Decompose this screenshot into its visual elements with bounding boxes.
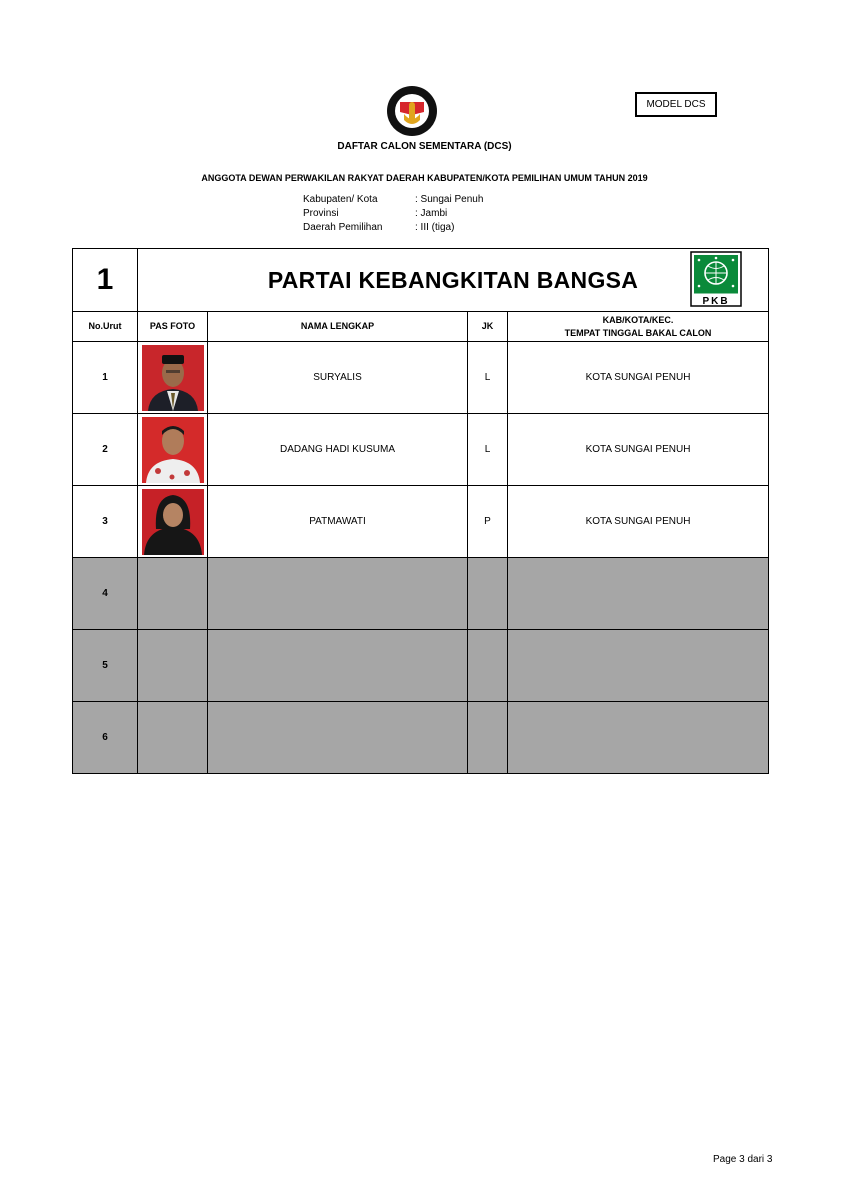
candidate-residence: KOTA SUNGAI PENUH bbox=[508, 342, 769, 414]
kpu-emblem-icon bbox=[386, 84, 438, 138]
candidate-gender bbox=[468, 630, 508, 702]
candidate-number: 3 bbox=[73, 486, 138, 558]
info-row-provinsi bbox=[303, 207, 483, 221]
region-info bbox=[303, 193, 483, 235]
candidate-gender: P bbox=[468, 486, 508, 558]
candidate-photo-cell bbox=[138, 486, 208, 558]
candidate-photo-icon bbox=[142, 345, 204, 411]
party-name: PARTAI KEBANGKITAN BANGSA bbox=[267, 266, 639, 293]
col-header-name: NAMA LENGKAP bbox=[208, 312, 468, 342]
candidate-residence: KOTA SUNGAI PENUH bbox=[508, 414, 769, 486]
candidate-photo-cell bbox=[138, 630, 208, 702]
info-row-dapil bbox=[303, 221, 483, 235]
candidate-photo-cell bbox=[138, 414, 208, 486]
info-value: : III (tiga) bbox=[415, 222, 455, 233]
info-value: : Jambi bbox=[415, 208, 448, 219]
candidate-residence bbox=[508, 702, 769, 774]
page-number: Page 3 dari 3 bbox=[713, 1154, 773, 1165]
col-header-no: No.Urut bbox=[73, 312, 138, 342]
table-row bbox=[73, 630, 769, 702]
candidate-photo-cell bbox=[138, 342, 208, 414]
candidate-gender: L bbox=[468, 342, 508, 414]
candidate-gender bbox=[468, 558, 508, 630]
candidate-residence bbox=[508, 558, 769, 630]
table-row bbox=[73, 414, 769, 486]
candidate-table bbox=[72, 248, 769, 774]
col-header-gender: JK bbox=[468, 312, 508, 342]
info-label: Kabupaten/ Kota bbox=[303, 194, 378, 205]
candidate-number: 6 bbox=[73, 702, 138, 774]
col-header-photo: PAS FOTO bbox=[138, 312, 208, 342]
info-label: Provinsi bbox=[303, 208, 339, 219]
candidate-gender: L bbox=[468, 414, 508, 486]
candidate-name bbox=[208, 630, 468, 702]
table-row bbox=[73, 342, 769, 414]
candidate-number: 5 bbox=[73, 630, 138, 702]
candidate-name bbox=[208, 702, 468, 774]
document-title: DAFTAR CALON SEMENTARA (DCS) bbox=[337, 141, 512, 152]
candidate-name: PATMAWATI bbox=[208, 486, 468, 558]
col-header-residence-line1: KAB/KOTA/KEC. bbox=[602, 314, 674, 325]
candidate-name: DADANG HADI KUSUMA bbox=[208, 414, 468, 486]
info-label: Daerah Pemilihan bbox=[303, 222, 383, 233]
table-row bbox=[73, 702, 769, 774]
candidate-photo-icon bbox=[142, 417, 204, 483]
info-value: : Sungai Penuh bbox=[415, 194, 484, 205]
col-header-residence-line2: TEMPAT TINGGAL BAKAL CALON bbox=[564, 327, 712, 338]
pkb-logo-icon bbox=[690, 251, 742, 307]
model-label: MODEL DCS bbox=[635, 92, 717, 117]
candidate-name bbox=[208, 558, 468, 630]
candidate-name: SURYALIS bbox=[208, 342, 468, 414]
document-subtitle: ANGGOTA DEWAN PERWAKILAN RAKYAT DAERAH KABUPATEN/KOTA PEMILIHAN UMUM TAHUN 2019 bbox=[201, 173, 648, 183]
candidate-number: 2 bbox=[73, 414, 138, 486]
candidate-photo-icon bbox=[142, 489, 204, 555]
candidate-number: 1 bbox=[73, 342, 138, 414]
candidate-photo-cell bbox=[138, 702, 208, 774]
candidate-number: 4 bbox=[73, 558, 138, 630]
col-header-residence bbox=[508, 312, 769, 342]
candidate-residence bbox=[508, 630, 769, 702]
candidate-residence: KOTA SUNGAI PENUH bbox=[508, 486, 769, 558]
table-row bbox=[73, 486, 769, 558]
pkb-logo-text: PKB bbox=[702, 296, 730, 307]
table-row bbox=[73, 558, 769, 630]
info-row-kabupaten bbox=[303, 193, 483, 207]
candidate-gender bbox=[468, 702, 508, 774]
party-name-cell bbox=[138, 249, 769, 312]
candidate-photo-cell bbox=[138, 558, 208, 630]
party-number: 1 bbox=[73, 249, 138, 312]
